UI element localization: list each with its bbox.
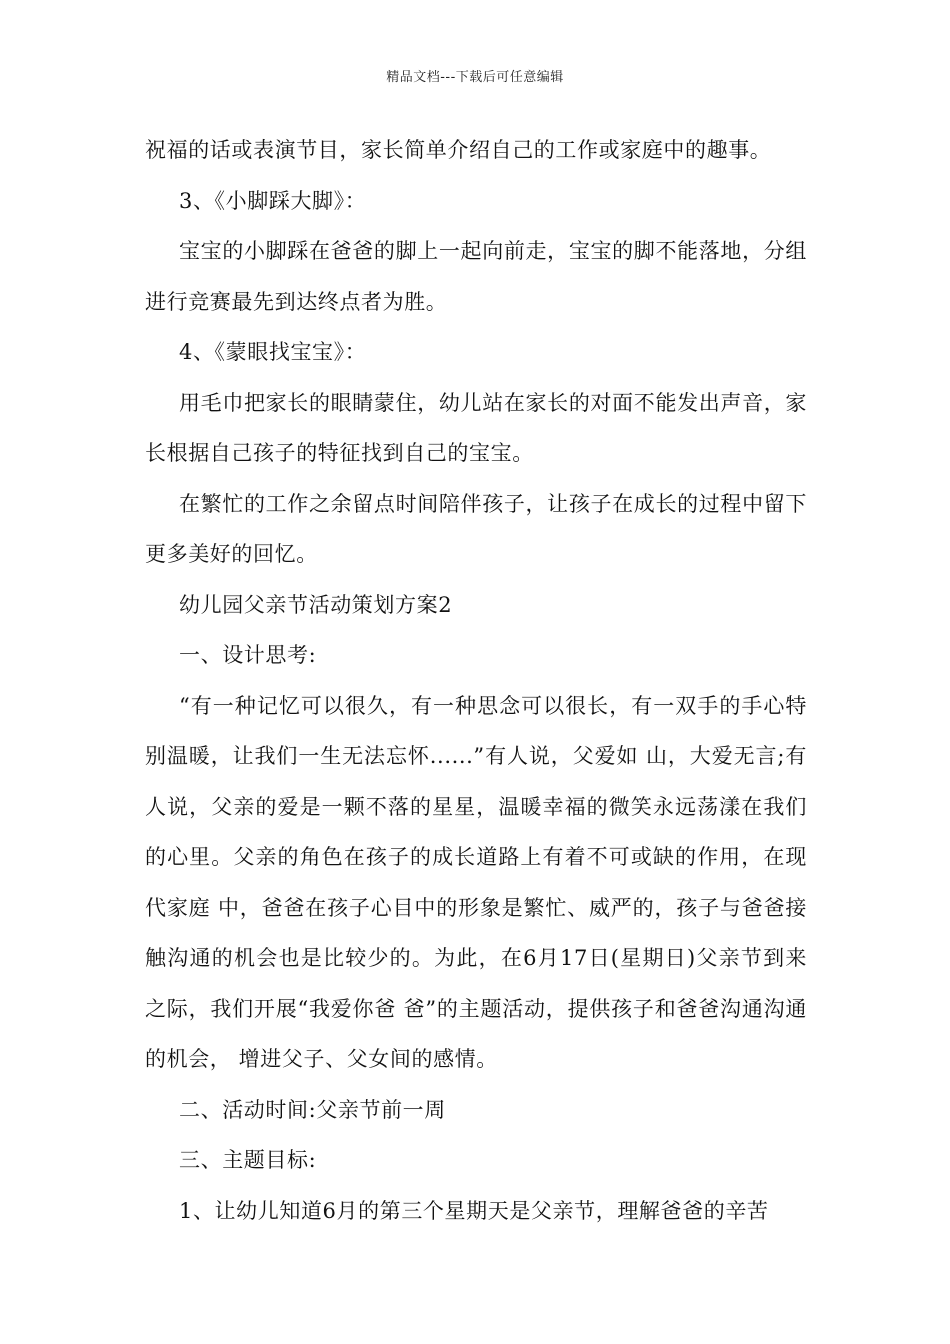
paragraph-12: 1、让幼儿知道6月的第三个星期天是父亲节，理解爸爸的辛苦 — [179, 1198, 769, 1223]
item-heading-3: 3、《小脚踩大脚》： — [179, 188, 367, 213]
document-body — [145, 125, 807, 1236]
section-title: 幼儿园父亲节活动策划方案2 — [179, 592, 453, 617]
paragraph-3: 宝宝的小脚踩在爸爸的脚上一起向前走，宝宝的脚不能落地，分组进行竞赛最先到达终点者为胜。 — [145, 239, 807, 314]
page-header: 精品文档---下载后可任意编辑 — [386, 70, 564, 85]
item-heading-4: 4、《蒙眼找宝宝》： — [179, 340, 367, 364]
paragraph-1: 祝福的话或表演节目，家长简单介绍自己的工作或家庭中的趣事。 — [145, 138, 772, 162]
heading-design-thinking: 一、设计思考: — [179, 643, 317, 667]
heading-activity-time: 二、活动时间:父亲节前一周 — [179, 1097, 446, 1122]
paragraph-6: 在繁忙的工作之余留点时间陪伴孩子，让孩子在成长的过程中留下更多美好的回忆。 — [145, 491, 807, 566]
paragraph-5: 用毛巾把家长的眼睛蒙住，幼儿站在家长的对面不能发出声音，家长根据自己孩子的特征找到自己的宝宝。 — [145, 390, 807, 465]
heading-theme-goals: 三、主题目标: — [179, 1148, 317, 1172]
paragraph-9: “有一种记忆可以很久，有一种思念可以很长，有一双手的手心特别温暖，让我们一生无法忘怀......”有人说，父爱如 山，大爱无言;有人说，父亲的爱是一颗不落的星星，温暖幸福的微笑永远荡漾在我们的心里。父亲的角色在孩子的成长道路上有着不可或缺的作用，在现代家庭 中，爸爸在孩子心目中的形象是繁忙、威严的，孩子与爸爸接触沟通的机会也是比较少的。为此，在6月17日(星期日)父亲节到来之际，我们开展“我爱你爸 爸”的主题活动，提供孩子和爸爸沟通沟通的机会， 增进父子、父女间的感情。 — [145, 693, 807, 1071]
